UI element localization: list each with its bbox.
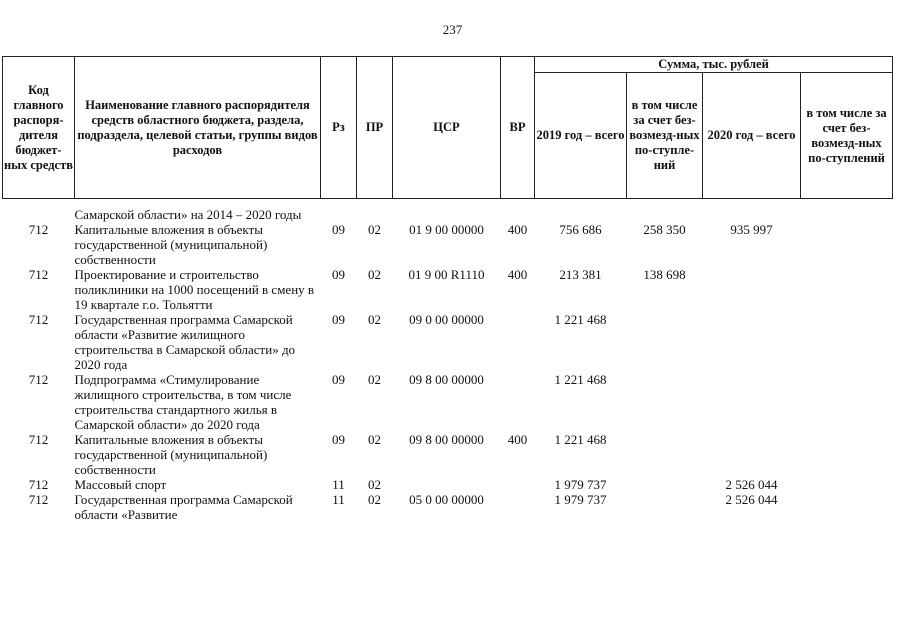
row-2020-free [801, 312, 893, 372]
header-2020-total: 2020 год – всего [703, 73, 801, 199]
row-2019-total: 1 221 468 [554, 372, 607, 387]
row-rz: 11 [332, 492, 345, 507]
row-code: 712 [28, 432, 49, 447]
header-csr: ЦСР [393, 57, 501, 199]
row-pr: 02 [368, 492, 381, 507]
row-csr [393, 207, 501, 222]
row-rz: 09 [332, 312, 345, 327]
row-2019-free [627, 207, 703, 222]
row-2019-free [627, 477, 703, 492]
row-pr: 02 [368, 372, 381, 387]
row-code: 712 [28, 492, 49, 507]
row-vr: 400 [507, 267, 528, 282]
row-code [3, 207, 75, 222]
row-rz [321, 207, 357, 222]
row-rz: 09 [332, 432, 345, 447]
row-name: Проектирование и строительство поликлиники на 1000 посещений в смену в 19 квартале г.о. Тольятти [74, 267, 315, 312]
table-row [3, 222, 893, 267]
row-2019-total: 1 979 737 [554, 492, 607, 507]
row-2020-free [801, 372, 893, 432]
row-2020-free [801, 267, 893, 312]
row-pr: 02 [368, 432, 381, 447]
row-name: Государственная программа Самарской области «Развитие [74, 492, 293, 522]
row-2019-total: 1 979 737 [554, 477, 607, 492]
row-csr: 09 8 00 00000 [409, 432, 484, 447]
row-2019-total: 756 686 [559, 222, 602, 237]
table-row [3, 477, 893, 492]
row-2019-free: 138 698 [643, 267, 686, 282]
row-code: 712 [28, 477, 49, 492]
row-pr: 02 [368, 267, 381, 282]
row-rz: 09 [332, 267, 345, 282]
row-2020-total: 2 526 044 [725, 477, 778, 492]
row-csr [393, 477, 501, 492]
row-csr: 05 0 00 00000 [409, 492, 484, 507]
row-2020-free [801, 492, 893, 522]
row-2020-total [703, 372, 801, 432]
row-name: Капитальные вложения в объекты государственной (муниципальной) собственности [74, 432, 268, 477]
header-vr: ВР [501, 57, 535, 199]
row-2019-free [627, 312, 703, 372]
row-2020-free [801, 222, 893, 267]
row-2020-free [801, 477, 893, 492]
budget-table [2, 56, 893, 522]
table-row [3, 492, 893, 522]
row-2020-total [703, 312, 801, 372]
row-2019-free [627, 372, 703, 432]
row-code: 712 [28, 312, 49, 327]
row-csr: 01 9 00 R1110 [408, 267, 485, 282]
row-name: Массовый спорт [74, 477, 167, 492]
page-number: 237 [442, 22, 463, 37]
header-sum: Сумма, тыс. рублей [535, 57, 893, 73]
row-2019-free: 258 350 [643, 222, 686, 237]
row-2019-total: 1 221 468 [554, 312, 607, 327]
row-rz: 11 [332, 477, 345, 492]
header-2019-total: 2019 год – всего [535, 73, 627, 199]
row-pr [357, 207, 393, 222]
row-csr: 09 8 00 00000 [409, 372, 484, 387]
header-pr: ПР [357, 57, 393, 199]
table-row [3, 372, 893, 432]
row-vr [501, 492, 535, 522]
row-pr: 02 [368, 312, 381, 327]
row-2019-free [627, 492, 703, 522]
header-rz: Рз [321, 57, 357, 199]
row-2019-free [627, 432, 703, 477]
row-name: Подпрограмма «Стимулирование жилищного строительства, в том числе строительства стандартного жилья в Самарской области» до 2020 года [74, 372, 292, 432]
row-vr: 400 [507, 432, 528, 447]
row-csr: 09 0 00 00000 [409, 312, 484, 327]
table-row [3, 267, 893, 312]
row-pr: 02 [368, 222, 381, 237]
row-2020-free [801, 432, 893, 477]
table-row [3, 312, 893, 372]
header-2019-free: в том числе за счет без-возмезд-ных по-ступле-ний [627, 73, 703, 199]
row-2020-total: 935 997 [730, 222, 773, 237]
row-csr: 01 9 00 00000 [409, 222, 484, 237]
row-vr [501, 372, 535, 432]
row-pr: 02 [368, 477, 381, 492]
row-vr [501, 312, 535, 372]
header-2020-free: в том числе за счет без-возмезд-ных по-ступлений [801, 73, 893, 199]
table-row [3, 432, 893, 477]
row-2020-total: 2 526 044 [725, 492, 778, 507]
row-vr [501, 477, 535, 492]
row-name: Государственная программа Самарской области «Развитие жилищного строительства в Самарской области» до 2020 года [74, 312, 296, 372]
row-code: 712 [28, 372, 49, 387]
row-vr [501, 207, 535, 222]
row-2020-total [703, 432, 801, 477]
row-rz: 09 [332, 222, 345, 237]
row-rz: 09 [332, 372, 345, 387]
row-name: Самарской области» на 2014 – 2020 годы [74, 207, 302, 222]
row-2019-total: 213 381 [559, 267, 602, 282]
row-2020-total [703, 267, 801, 312]
row-2020-total [703, 207, 801, 222]
row-name: Капитальные вложения в объекты государственной (муниципальной) собственности [74, 222, 268, 267]
header-name: Наименование главного распорядителя средств областного бюджета, раздела, подраздела, целевой статьи, группы видов расходов [75, 57, 321, 199]
header-code: Код главного распоря-дителя бюджет-ных средств [3, 57, 75, 199]
row-2020-free [801, 207, 893, 222]
row-code: 712 [28, 222, 49, 237]
row-code: 712 [28, 267, 49, 282]
row-vr: 400 [507, 222, 528, 237]
row-2019-total [535, 207, 627, 222]
row-2019-total: 1 221 468 [554, 432, 607, 447]
table-row [3, 207, 893, 222]
